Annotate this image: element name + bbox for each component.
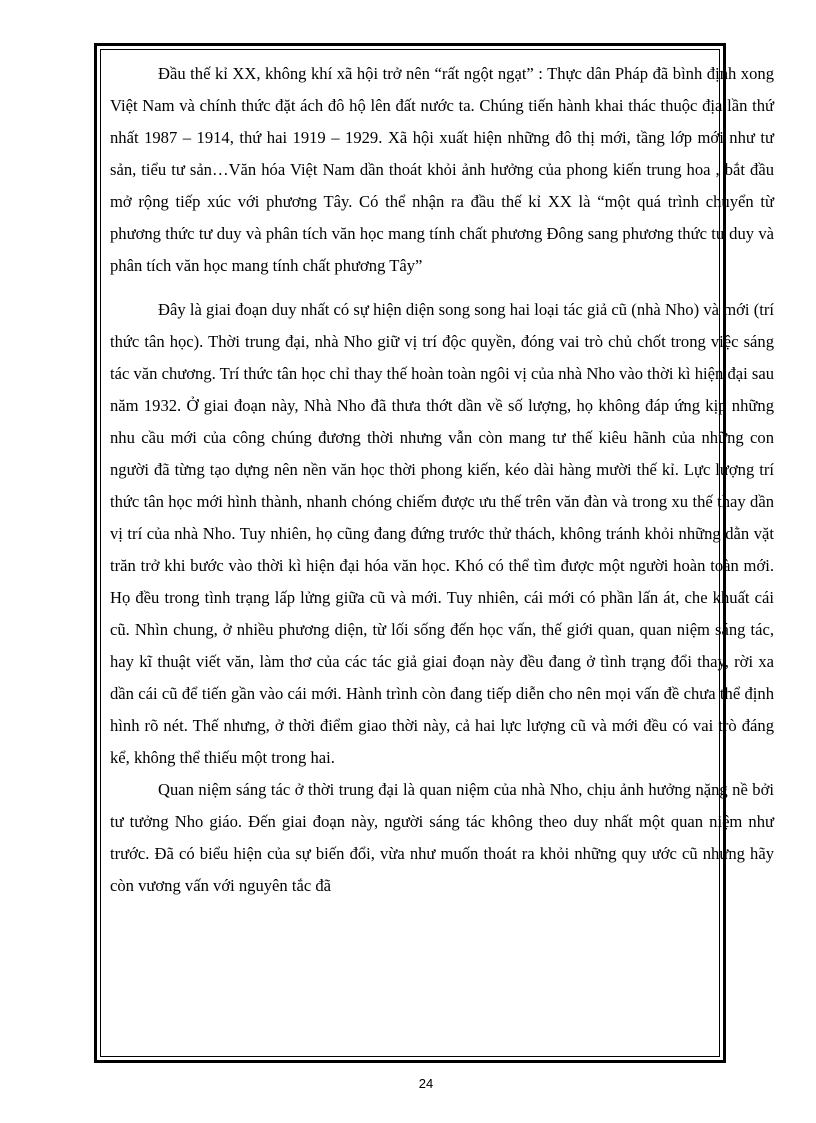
paragraph-1: Đầu thế kỉ XX, không khí xã hội trở nên “rất ngột ngạt” : Thực dân Pháp đã bình định xong Việt Nam và chính thức đặt ách đô hộ lên đất nước ta. Chúng tiến hành khai thác thuộc địa lần thứ nhất 1987 – 1914, thứ hai 1919 – 1929. Xã hội xuất hiện những đô thị mới, tầng lớp mới như tư sản, tiểu tư sản…Văn hóa Việt Nam dần thoát khỏi ảnh hưởng của phong kiến trung hoa , bắt đầu mở rộng tiếp xúc với phương Tây. Có thể nhận ra đầu thế kỉ XX là “một quá trình chuyển từ phương thức tư duy và phân tích văn học mang tính chất phương Đông sang phương thức tư duy và phân tích văn học mang tính chất phương Tây” <box>110 64 774 275</box>
paragraph-2: Đây là giai đoạn duy nhất có sự hiện diện song song hai loại tác giả cũ (nhà Nho) và mới (trí thức tân học). Thời trung đại, nhà Nho giữ vị trí độc quyền, đóng vai trò chủ chốt trong việc sáng tác văn chương. Trí thức tân học chỉ thay thế hoàn toàn ngôi vị của nhà Nho vào thời kì hiện đại sau năm 1932. Ở giai đoạn này, Nhà Nho đã thưa thớt dần về số lượng, họ không đáp ứng kịp những nhu cầu mới của công chúng đương thời nhưng vẫn còn mang tư thế kiêu hãnh của những con người đã từng tạo dựng nên nền văn học thời phong kiến, kéo dài hàng mười thế kỉ. Lực lượng trí thức tân học mới hình thành, nhanh chóng chiếm được ưu thế trên văn đàn và trong xu thế thay dần vị trí của nhà Nho. Tuy nhiên, họ cũng đang đứng trước thử thách, không tránh khỏi những dằn vặt trăn trở khi bước vào thời kì hiện đại hóa văn học. Khó có thể tìm được một người hoàn toàn mới. Họ đều trong tình trạng lấp lửng giữa cũ và mới. Tuy nhiên, cái mới có phần lấn át, che khuất cái cũ. Nhìn chung, ở nhiều phương diện, từ lối sống đến học vấn, thế giới quan, quan niệm sáng tác, hay kĩ thuật viết văn, làm thơ của các tác giả giai đoạn này đều đang ở tình trạng đổi thay, rời xa dần cái cũ để tiến gần vào cái mới. Hành trình còn đang tiếp diễn cho nên mọi vấn đề chưa thể định hình rõ nét. Thế nhưng, ở thời điểm giao thời này, cả hai lực lượng cũ và mới đều có vai trò đáng kể, không thể thiếu một trong hai. <box>110 300 774 767</box>
body-text <box>110 58 774 902</box>
paragraph-3: Quan niệm sáng tác ở thời trung đại là quan niệm của nhà Nho, chịu ảnh hưởng nặng nề bởi tư tưởng Nho giáo. Đến giai đoạn này, người sáng tác không theo duy nhất một quan niệm như trước. Đã có biểu hiện của sự biến đổi, vừa như muốn thoát ra khỏi những quy ước cũ nhưng hãy còn vương vấn với nguyên tắc đã <box>110 780 774 895</box>
page-number: 24 <box>418 1076 434 1091</box>
